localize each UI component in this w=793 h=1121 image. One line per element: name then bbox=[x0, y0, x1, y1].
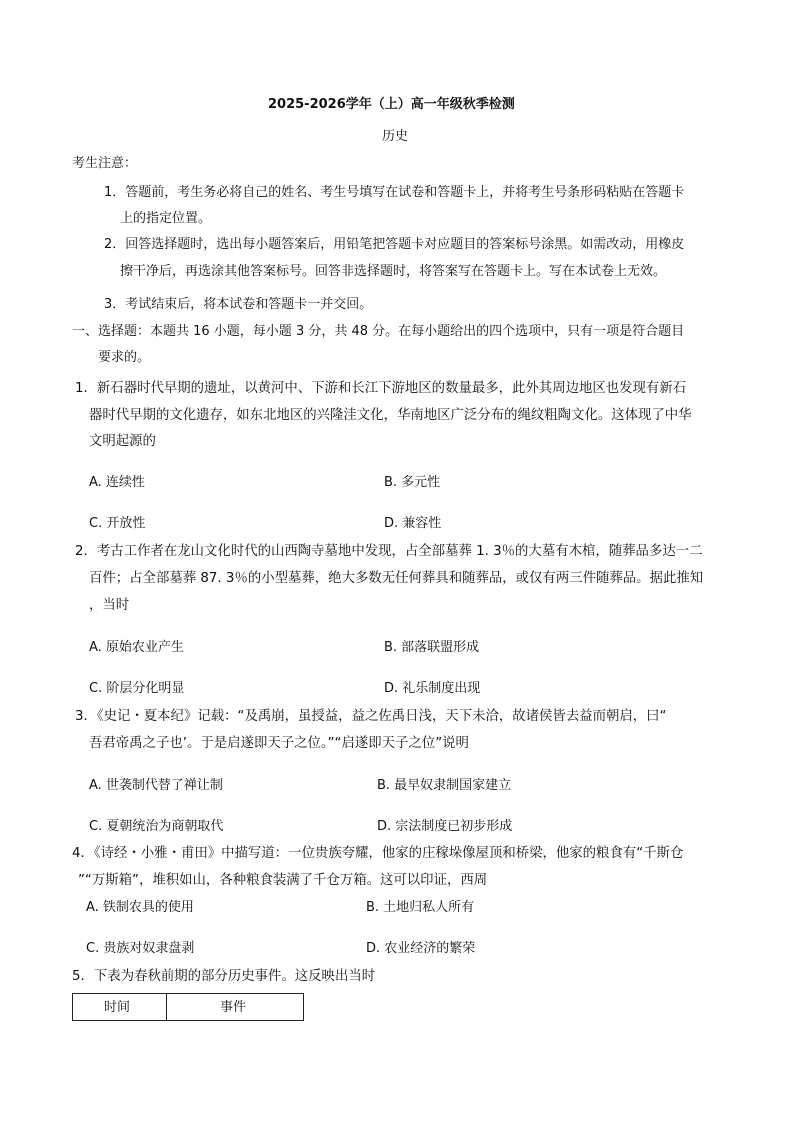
question-4-line-2: ”“万斯箱”，堆积如山，各种粮食装满了千仓万箱。这可以印证，西周 bbox=[78, 873, 488, 888]
question-2-option-a[interactable]: A. 原始农业产生 bbox=[89, 640, 184, 655]
notice-item-3: 3．考试结束后，将本试卷和答题卡一并交回。 bbox=[104, 297, 373, 312]
question-5-line-1: 5．下表为春秋前期的部分历史事件。这反映出当时 bbox=[72, 969, 376, 984]
exam-title: 2025-2026学年（上）高一年级秋季检测 bbox=[268, 97, 515, 112]
section-heading-line-2: 要求的。 bbox=[98, 350, 151, 365]
question-1-option-a[interactable]: A. 连续性 bbox=[89, 475, 145, 490]
question-2-line-2: 百件；占全部墓葬 87. 3％的小型墓葬，绝大多数无任何葬具和随葬品，或仅有两三件随葬品。据此推知 bbox=[89, 571, 704, 586]
question-4-option-b[interactable]: B. 土地归私人所有 bbox=[366, 900, 475, 915]
question-1-line-2: 器时代早期的文化遗存，如东北地区的兴隆洼文化，华南地区广泛分布的绳纹粗陶文化。这体现了中华 bbox=[89, 408, 692, 423]
question-2-option-d[interactable]: D. 礼乐制度出现 bbox=[384, 681, 481, 696]
question-3-line-2: 吾君帝禹之子也’。于是启遂即天子之位。”“启遂即天子之位”说明 bbox=[89, 736, 469, 751]
question-1-line-1: 1．新石器时代早期的遗址，以黄河中、下游和长江下游地区的数量最多，此外其周边地区也发现有新石 bbox=[75, 381, 687, 396]
question-4-option-c[interactable]: C. 贵族对奴隶盘剥 bbox=[86, 941, 195, 956]
question-1-option-c[interactable]: C. 开放性 bbox=[89, 516, 146, 531]
table-header-time: 时间 bbox=[104, 1000, 131, 1015]
question-3-option-d[interactable]: D. 宗法制度已初步形成 bbox=[377, 819, 513, 834]
question-2-line-1: 2．考古工作者在龙山文化时代的山西陶寺墓地中发现，占全部墓葬 1. 3％的大墓有木棺，随葬品多达一二 bbox=[75, 544, 703, 559]
notice-heading: 考生注意： bbox=[72, 156, 138, 171]
section-heading-line-1: 一、选择题：本题共 16 小题，每小题 3 分，共 48 分。在每小题给出的四个选项中，只有一项是符合题目 bbox=[72, 324, 685, 339]
question-2-option-c[interactable]: C. 阶层分化明显 bbox=[89, 681, 185, 696]
question-2-line-3: ，当时 bbox=[89, 598, 130, 613]
table-header-event: 事件 bbox=[220, 1000, 247, 1015]
question-5-table bbox=[72, 993, 304, 1021]
question-4-option-d[interactable]: D. 农业经济的繁荣 bbox=[366, 941, 476, 956]
question-4-line-1: 4．《诗经・小雅・甫田》中描写道：一位贵族夸耀，他家的庄稼垛像屋顶和桥梁，他家的粮食有“千斯仓 bbox=[72, 846, 684, 861]
question-1-line-3: 文明起源的 bbox=[89, 434, 156, 449]
question-2-option-b[interactable]: B. 部落联盟形成 bbox=[384, 640, 480, 655]
notice-item-1-line-2: 上的指定位置。 bbox=[120, 211, 212, 226]
table-column-divider bbox=[166, 994, 167, 1020]
question-1-option-d[interactable]: D. 兼容性 bbox=[384, 516, 442, 531]
notice-item-1-line-1: 1．答题前，考生务必将自己的姓名、考生号填写在试卷和答题卡上，并将考生号条形码粘贴在答题卡 bbox=[104, 185, 685, 200]
question-1-option-b[interactable]: B. 多元性 bbox=[384, 475, 441, 490]
notice-item-2-line-1: 2．回答选择题时，选出每小题答案后，用铅笔把答题卡对应题目的答案标号涂黑。如需改动，用橡皮 bbox=[104, 237, 685, 252]
question-3-line-1: 3．《史记・夏本纪》记载：“及禹崩，虽授益，益之佐禹日浅，天下未洽，故诸侯皆去益而朝启，曰“ bbox=[75, 709, 667, 724]
question-4-option-a[interactable]: A. 铁制农具的使用 bbox=[86, 900, 194, 915]
subject-title: 历史 bbox=[382, 129, 409, 144]
question-3-option-c[interactable]: C. 夏朝统治为商朝取代 bbox=[89, 819, 224, 834]
question-3-option-a[interactable]: A. 世袭制代替了禅让制 bbox=[89, 778, 223, 793]
question-3-option-b[interactable]: B. 最早奴隶制国家建立 bbox=[377, 778, 512, 793]
notice-item-2-line-2: 擦干净后，再选涂其他答案标号。回答非选择题时，将答案写在答题卡上。写在本试卷上无效。 bbox=[120, 264, 667, 279]
